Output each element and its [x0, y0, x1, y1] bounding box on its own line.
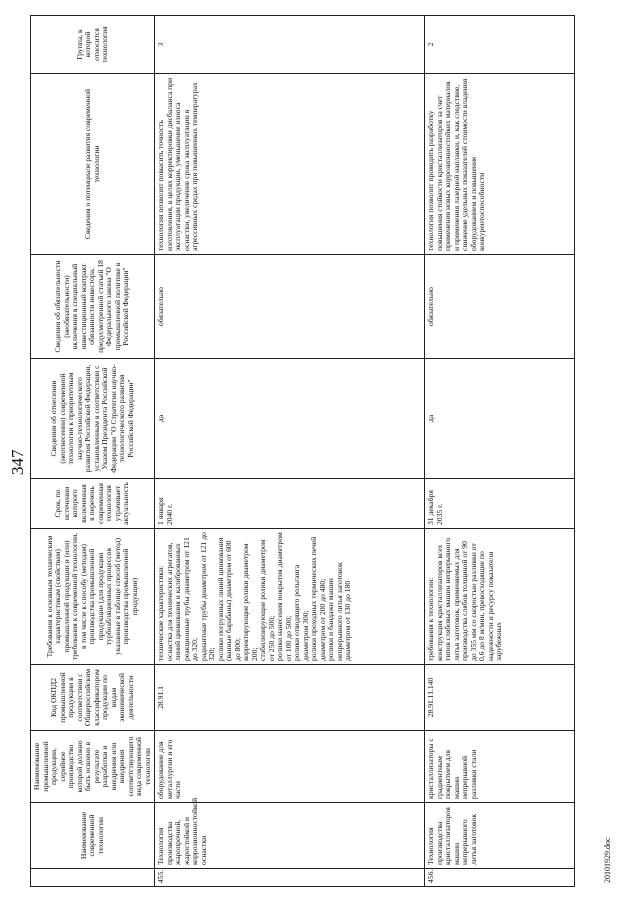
header-priority: Сведения об отнесении (неотнесении) современной технологии к приоритетным научно-технологического развития Российской Федерации, установленным в соответствии с Указом Президента Российской Федерации "О Стратегии научно-технологического развития Российской Федерации": [31, 359, 155, 479]
tech-name-cell: Технология производства кристаллизаторов машин непрерывного литья заготовок: [425, 803, 575, 869]
table-row: [425, 16, 575, 887]
table-row: [155, 16, 425, 887]
technology-table: [30, 15, 575, 887]
term-cell: 31 декабря 2035 г.: [425, 479, 575, 529]
header-potential: Сведения о потенциале развития современной технологии: [31, 74, 155, 255]
tech-name-cell: Технология производства жаропрочной, жаростойкой и коррозионностойкой оснастки: [155, 803, 425, 869]
group-cell: 2: [425, 16, 575, 74]
header-group: Группа, к которой относится технология: [31, 16, 155, 74]
term-cell: 1 января 2040 г.: [155, 479, 425, 529]
product-cell: кристаллизаторы с градиентным покрытием для машин непрерывной разливки стали: [425, 731, 575, 803]
code-cell: 28.91.1: [155, 665, 425, 731]
header-product-name: Наименование промышленной продукции, серийное производство которой должно быть освоено в результате разработки и внедрения или внедрения соответствующего вида современной технологии: [31, 731, 155, 803]
contract-cell: обязательно: [425, 255, 575, 359]
product-cell: оборудование для металлургии и его части: [155, 731, 425, 803]
page-number: 347: [8, 449, 27, 475]
priority-cell: да: [425, 359, 575, 479]
header-requirements: Требования к основным техническим характеристикам (свойствам) промышленной продукции и (или) требования к современной технологии, в том числе к способу (методам) производства промышленной продукции (для продукции турбоабляционных процессов указанные в таблице способ (метод) производства промышленной продукции): [31, 529, 155, 665]
table-header-row: [31, 16, 155, 887]
group-cell: 3: [155, 16, 425, 74]
row-number: 455.: [155, 869, 425, 887]
potential-cell: технология позволит проводить разработку повышения стойкости кристаллизаторов за счет применения новых коррозионностойких материалов и применения лазерной наплавки, и, как следствие, снижение удельных показателей стоимости владения оборудованием и повышение конкурентоспособности: [425, 74, 575, 255]
header-tech-name: Наименование современной технологии: [31, 803, 155, 869]
footer-filename: 20101929.doc: [603, 837, 612, 883]
code-cell: 28.91.11.140: [425, 665, 575, 731]
header-term: Срок, по истечении которого включенная в перечень современная технология утрачивает актуальность: [31, 479, 155, 529]
potential-cell: технология позволит повысить точность изготовления, в целях корректировки дисбаланса при эксплуатации продукции, уменьшение износа оснастки, увеличение срока эксплуатации в агрессивных средах при повышенных температурах: [155, 74, 425, 255]
header-okpd2-code: Код ОКПД2 промышленной продукции в соответствии с Общероссийским классификатором продукции по видам экономической деятельности: [31, 665, 155, 731]
header-contract: Сведения об обязательности (необязательности) включения в специальный инвестиционный контракт обязанности инвестора, предусмотренной статьей 18 Федерального закона "О промышленной политике в Российской Федерации": [31, 255, 155, 359]
contract-cell: обязательно: [155, 255, 425, 359]
row-number: 456.: [425, 869, 575, 887]
header-number: [31, 869, 155, 887]
requirements-cell: технические характеристики: оснастка для технических агрегатов, линий цинкования и калиброванных реакционные трубы диаметром от 121 до 320; радиантные трубы диаметром от 121 до 320; ролики погружных линий цинкования (ванные барабаны) диаметром от 600 до 800; корректирующие ролики диаметром 200; стабилизирующие ролики диаметром от 250 до 500; ролики нанесения покрытия диаметром от 100 до 500; ролики отводящего рольганга диаметром 300; ролики проходных термических печей диаметром от 200 до 480; ролики и бандажи машин непрерывного литья заготовок диаметром от 130 до 180: [155, 529, 425, 665]
priority-cell: да: [155, 359, 425, 479]
requirements-cell: требования к технологии: конструкция кристаллизаторов всех типов слябовых машин непрерывного литья заготовок, применяемых для производства слябов толщиной от 90 до 355 мм со скоростью разливки от 0,6 до 8 м/мин, превосходящие по надежности и ресурсу показатели зарубежных: [425, 529, 575, 665]
